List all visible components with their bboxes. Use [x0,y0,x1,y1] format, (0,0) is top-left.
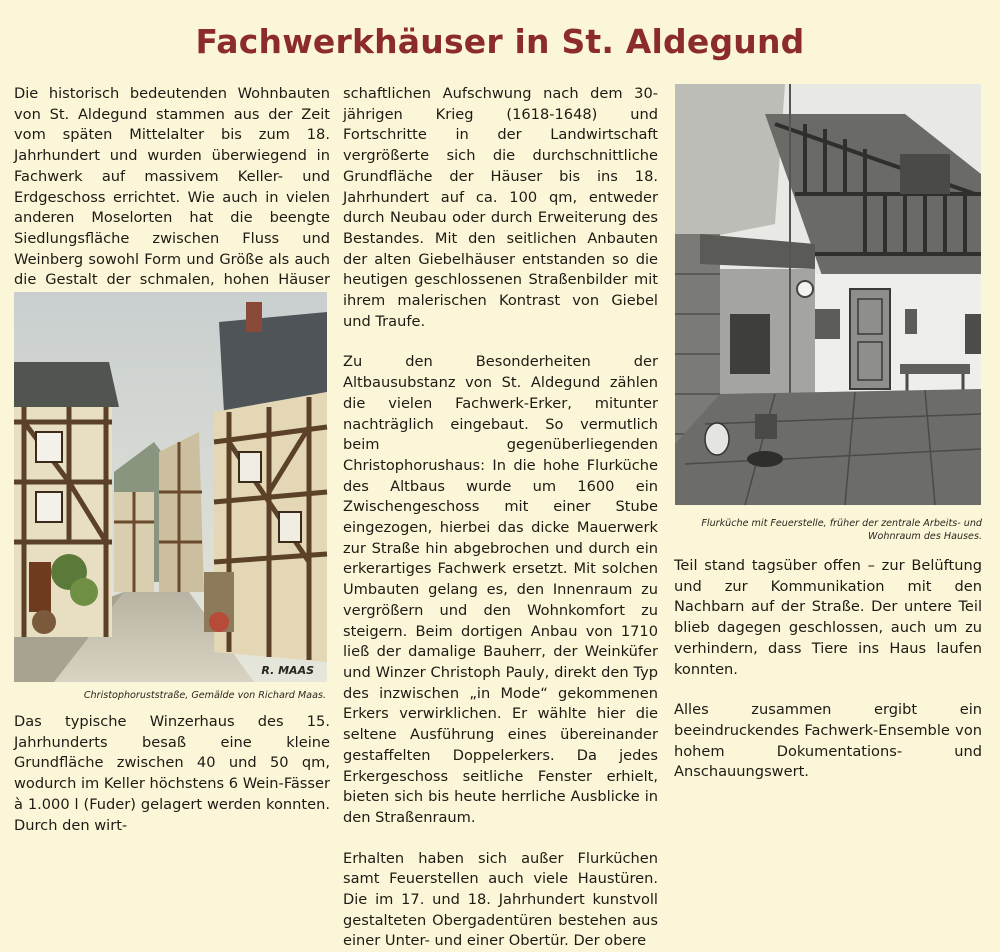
column-1-bottom [14,712,330,836]
caption-flurkueche [674,517,982,543]
paragraph: Das typische Winzerhaus des 15. Jahrhunderts besaß eine kleine Grundfläche zwischen 40 und 50 qm, wodurch im Keller höchstens 6 Wein-Fässer à 1.000 l (Fuder) gelagert werden konnten. Durch den wirt- [14,713,330,834]
column-2 [343,84,658,952]
column-1-top [14,84,330,312]
paragraph: Zu den Besonderheiten der Altbausubstanz von St. Aldegund zählen die vielen Fachwerk-Erker, mitunter nachträglich eingebaut. So vermutlich beim gegenüberliegenden Christophorushaus: In die hohe Flurküche des Altbaus wurde um 1600 ein Zwischengeschoss mit einer Stube eingezogen, hierbei das dicke Mauerwerk zur Straße hin abgebrochen und durch ein erkerartiges Fachwerk ersetzt. Mit solchen Umbauten gelang es, den Innenraum zu vergrößern und den Wohnkomfort zu steigern. Beim dortigen Anbau von 1710 ließ der damalige Bauherr, der Weinküfer und Winzer Christoph Pauly, direkt den Typ des inzwischen „in Mode“ gekommenen Erkers verwirklichen. Er wählte hier die seltene Ausführung eines übereinander gestaffelten Doppelerkers. Da jedes Erkergeschoss seitliche Fenster erhielt, bieten sich bis heute herrliche Ausblicke in den Straßenraum. [343,353,658,826]
paragraph: Die historisch bedeutenden Wohnbauten von St. Aldegund stammen aus der Zeit vom späten Mittelalter bis zum 18. Jahrhundert und wurden überwiegend in Fachwerk auf massivem Keller- und Erdgeschoss errichtet. Wie auch in vielen anderen Moselorten hat die beengte Siedlungsfläche zwischen Fluss und Weinberg sowohl Form und Größe als auch die Gestalt der schmalen, hohen Häuser [14,85,330,289]
caption-line: Flurküche mit Feuerstelle, früher der zentrale Arbeits- und [701,518,982,529]
column-3 [674,556,982,783]
painting-signature: R. MAAS [261,664,314,677]
paragraph: Erhalten haben sich außer Flurküchen samt Feuerstellen auch viele Haustüren. Die im 17. und 18. Jahrhundert kunstvoll gestalteten Obergadentüren bestehen aus einer Unter- und einer Obertür. Der obere [343,849,658,950]
caption-painting: Christophoruststraße, Gemälde von Richard Maas. [83,690,326,701]
paragraph: Teil stand tagsüber offen – zur Belüftung und zur Kommunikation mit den Nachbarn auf der Straße. Der untere Teil blieb dagegen geschlossen, auch um zu verhindern, dass Tiere ins Haus laufen konnten. [674,557,982,678]
caption-line: Wohnraum des Hauses. [868,531,982,542]
paragraph: schaftlichen Aufschwung nach dem 30-jährigen Krieg (1618-1648) und Fortschritte in der Landwirtschaft vergrößerte sich die durchschnittliche Grundfläche der Häuser bis ins 18. Jahrhundert auf ca. 100 qm, entweder durch Neubau oder durch Erweiterung des Bestandes. Mit den seitlichen Anbauten der alten Giebelhäuser entstanden so die heutigen geschlossenen Straßenbilder mit ihrem malerischen Kontrast von Giebel und Traufe. [343,85,658,330]
photo-flurkueche [675,84,981,505]
page-title: Fachwerkhäuser in St. Aldegund [195,22,805,61]
painting-christophorusstrasse [14,292,327,682]
paragraph: Alles zusammen ergibt ein beeindruckendes Fachwerk-Ensemble von hohem Dokumentations- und Anschauungswert. [674,701,982,781]
